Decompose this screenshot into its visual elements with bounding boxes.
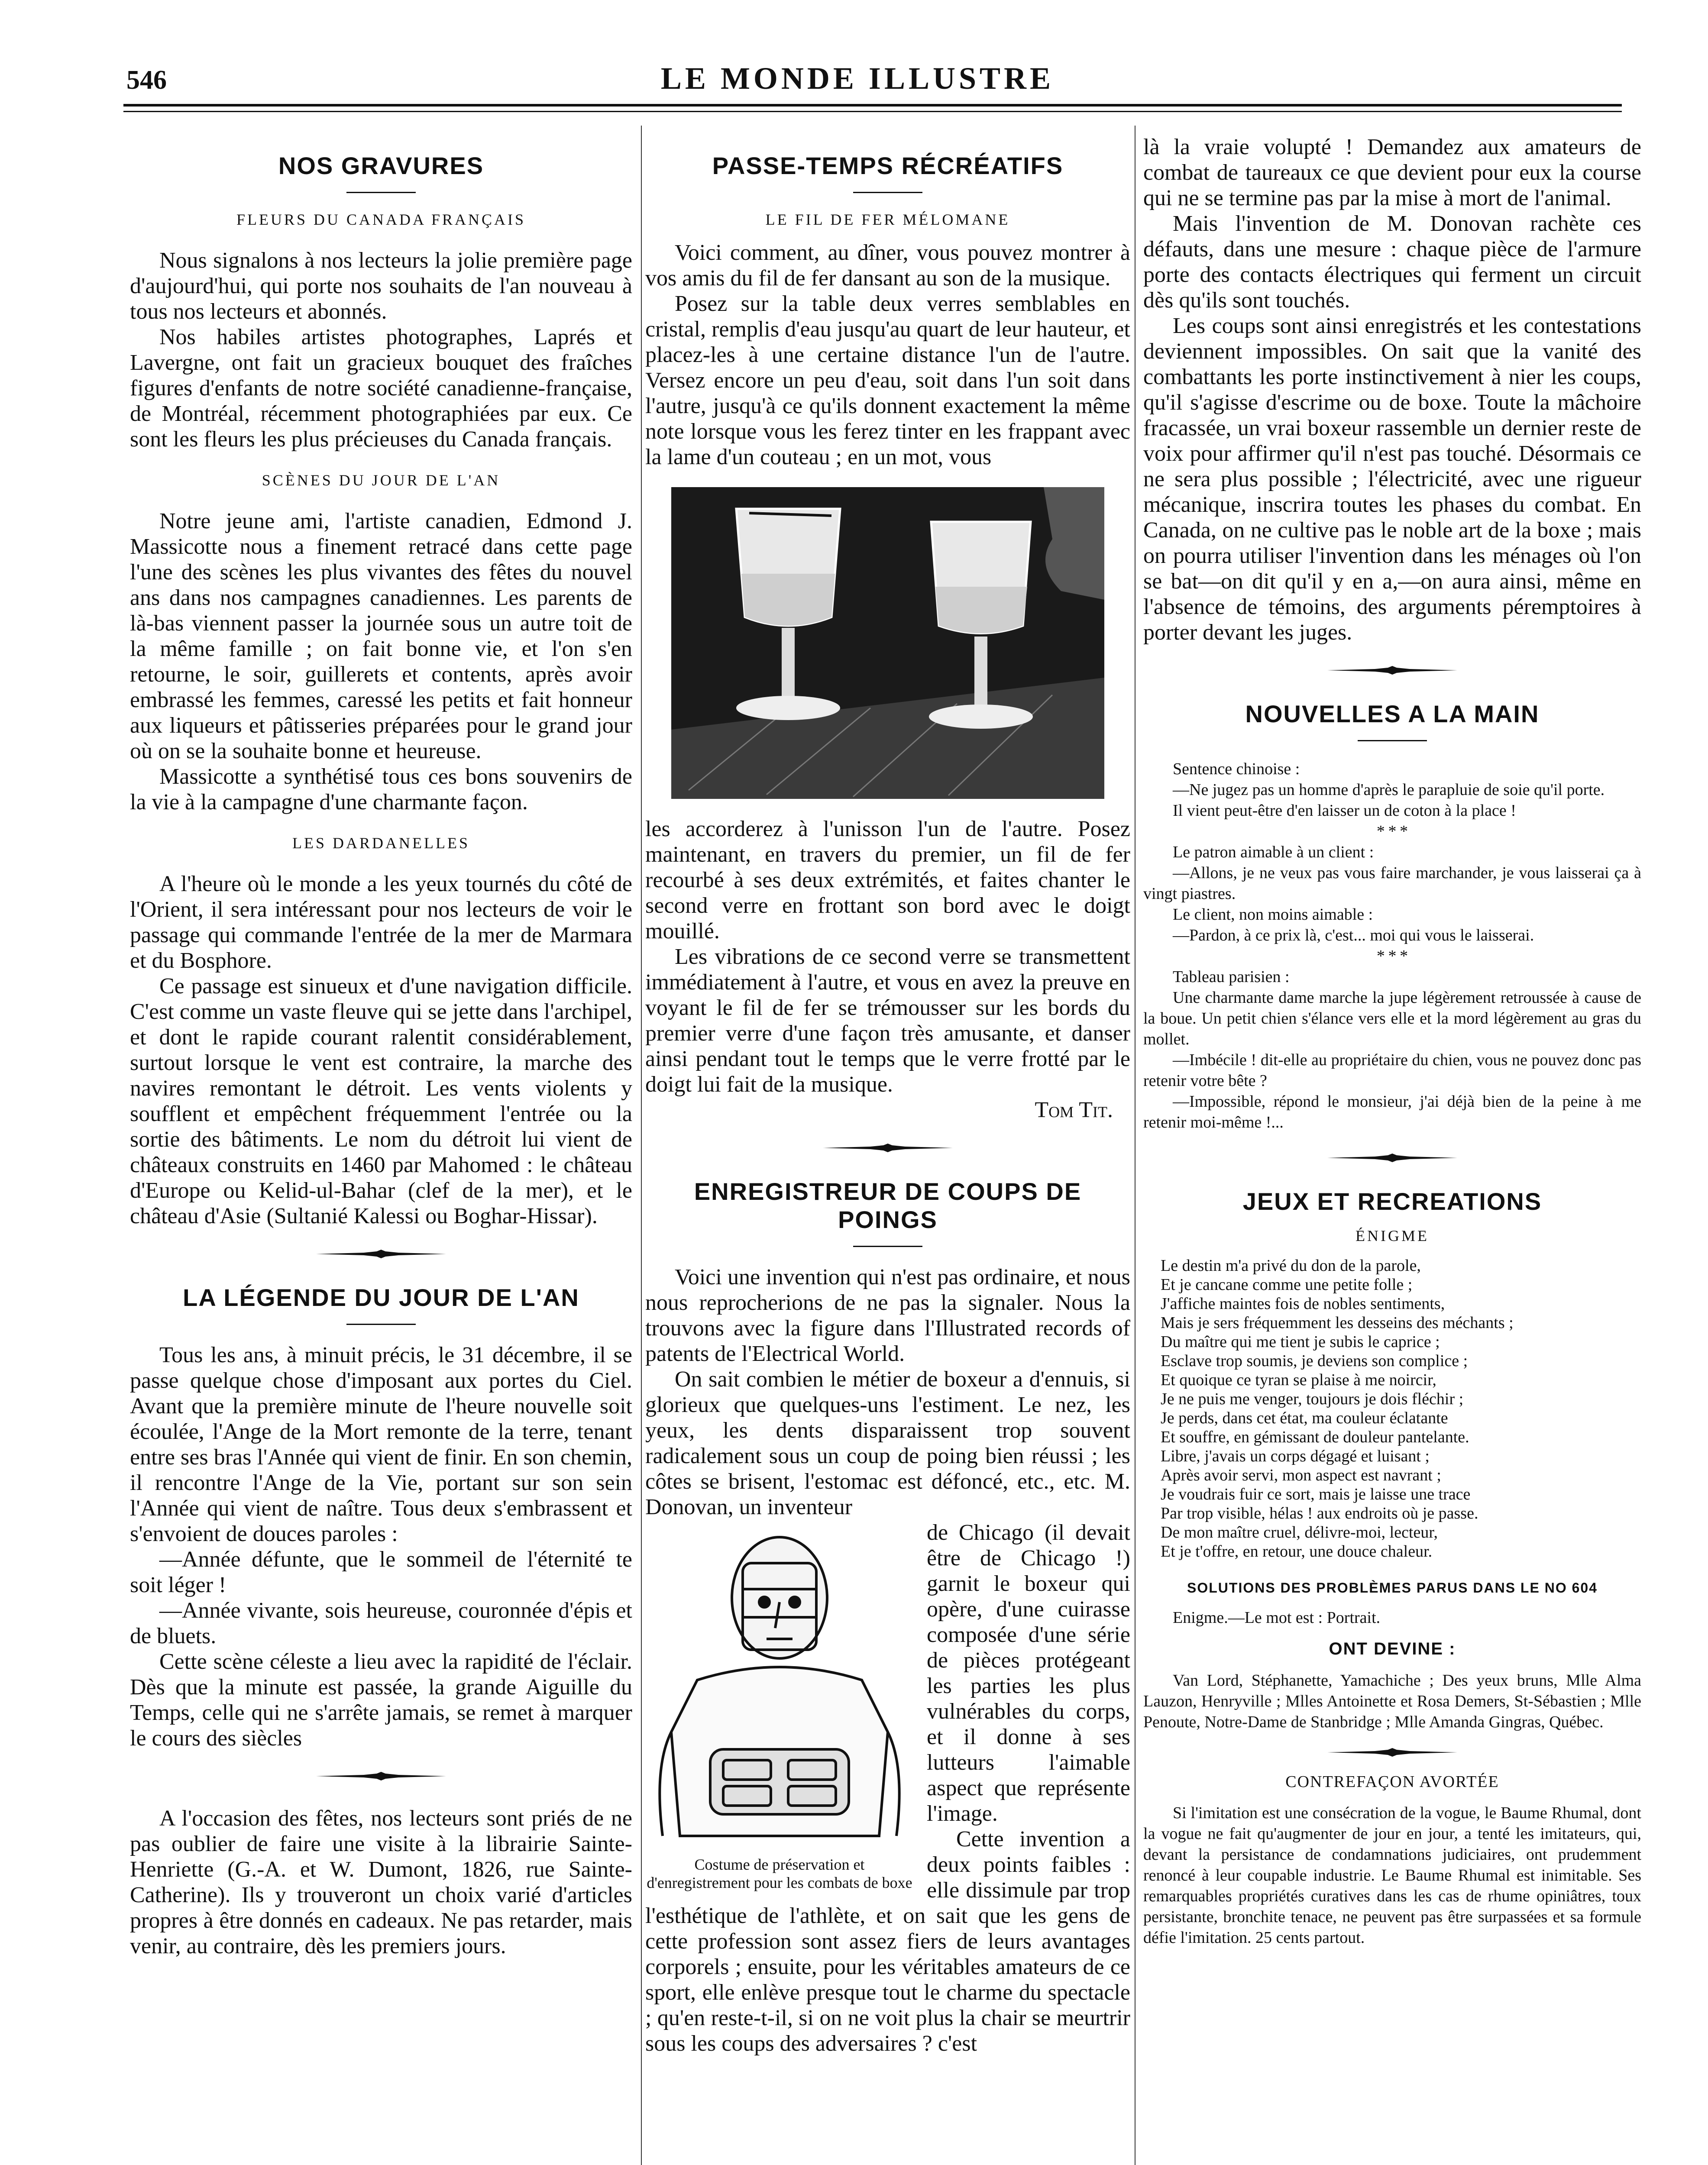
paragraph: Ce passage est sinueux et d'une navigation difficile. C'est comme un vaste fleuve qui se jette dans l'archipel, et dont le rapide courant ralentit considérablement, surtout lorsque le vent est contraire, la marche des navires remontant le détroit. Les vents violents y soufflent et empêchent fréquemment l'entrée ou la sortie des bâtiments. Le nom du détroit lui vient de châteaux construits en 1460 par Mahomed : le château d'Europe ou Kelid-ul-Bahar (clef de la mer), et le château d'Asie (Sultanié Kalessi ou Boghar-Hissar). <box>130 974 632 1228</box>
enigme-verse <box>1143 1256 1641 1561</box>
ornament-divider <box>1327 1154 1457 1162</box>
asterism: * * * <box>1376 822 1408 840</box>
subtitle-fil-de-fer: LE FIL DE FER MÉLOMANE <box>765 211 1010 228</box>
column-3 <box>1143 134 1641 1948</box>
header-rule-thin <box>123 111 1622 112</box>
short-rule <box>346 192 416 193</box>
paragraph: Notre jeune ami, l'artiste canadien, Edmond J. Massicotte nous a finement retracé dans cette page l'une des scènes les plus vivantes des fêtes du nouvel ans dans nos campagnes canadiennes. Les parents de là-bas viennent passer la journée sous un autre toit de la même famille ; on fait bonne vie, et l'on s'en retourne, le soir, guillerets et contents, après avoir embrassé les femmes, caressé les petits et fait honneur aux liqueurs et pâtisseries préparées pour le grand jour où on se la souhaite bonne et heureuse. <box>130 509 632 763</box>
verse-line: Esclave trop soumis, je deviens son complice ; <box>1161 1352 1468 1370</box>
verse-line: Du maître qui me tient je subis le caprice ; <box>1161 1333 1440 1351</box>
subtitle-scenes: SCÈNES DU JOUR DE L'AN <box>262 472 501 489</box>
verse-line: Et je t'offre, en retour, une douce chaleur. <box>1161 1542 1433 1561</box>
verse-line: Et souffre, en gémissant de douleur pantelante. <box>1161 1428 1469 1446</box>
paragraph: —Imbécile ! dit-elle au propriétaire du chien, vous ne pouvez donc pas retenir votre bête ? <box>1143 1051 1641 1090</box>
verse-line: Libre, j'avais un corps dégagé et luisant ; <box>1161 1447 1430 1465</box>
verse-line: Et quoique ce tyran se plaise à me noircir, <box>1161 1371 1436 1389</box>
section-title-nos-gravures: NOS GRAVURES <box>278 152 484 179</box>
boxer-armor-illustration <box>645 1524 914 1853</box>
paragraph: Le patron aimable à un client : <box>1173 843 1374 861</box>
header-rule-thick <box>123 104 1622 107</box>
paragraph: —Année vivante, sois heureuse, couronnée d'épis et de bluets. <box>130 1598 632 1648</box>
section-title-nouvelles: NOUVELLES A LA MAIN <box>1245 700 1540 727</box>
paragraph: Les coups sont ainsi enregistrés et les contestations deviennent impossibles. On sait que la vanité des combattants les porte instinctivement à nier les coups, qu'il s'agisse d'escrime ou de boxe. Toute la mâchoire fracassée, un vrai boxeur rassemble un dernier reste de voix pour affirmer qu'il n'est pas touché. Désormais ce ne sera plus possible ; l'électricité, avec une rigueur mécanique, inscrira toutes les phases du combat. En Canada, on ne cultive pas le noble art de la boxe ; mais on pourra utiliser l'invention dans les ménages où l'on se bat—on dit qu'il y en a,—on aura ainsi, même en l'absence de témoins, des arguments péremptoires à porter devant les juges. <box>1143 313 1641 645</box>
paragraph: Cette invention a deux points faibles : elle dissimule par trop l'esthétique de l'athlète, et on sait que les gens de cette profession sont assez fiers de leurs avantages corporels ; ensuite, pour les véritables amateurs de ce sport, elle enlève presque tout le charme du spectacle ; qu'en reste-t-il, si on ne voit plus la chair se meurtrir sous les coups des adversaires ? c'est <box>645 1827 1130 2056</box>
verse-line: Et je cancane comme une petite folle ; <box>1161 1276 1413 1294</box>
paragraph: Le client, non moins aimable : <box>1173 905 1373 924</box>
ont-devine-title: ONT DEVINE : <box>1329 1639 1456 1658</box>
subtitle-enigme: ÉNIGME <box>1355 1227 1429 1244</box>
short-rule <box>853 1246 922 1247</box>
solutions-title: SOLUTIONS DES PROBLÈMES PARUS DANS LE NO 604 <box>1187 1580 1598 1596</box>
boxer-figure <box>645 1524 914 1892</box>
verse-line: De mon maître cruel, délivre-moi, lecteur, <box>1161 1523 1438 1541</box>
paragraph: Voici comment, au dîner, vous pouvez montrer à vos amis du fil de fer dansant au son de la musique. <box>645 240 1130 291</box>
ornament-divider <box>1327 1748 1457 1757</box>
subtitle-fleurs: FLEURS DU CANADA FRANÇAIS <box>236 211 526 228</box>
boxer-figure-block <box>645 1520 1130 2056</box>
paragraph: —Impossible, répond le monsieur, j'ai déjà bien de la peine à me retenir moi-même !... <box>1143 1092 1641 1131</box>
paragraph: Voici une invention qui n'est pas ordinaire, et nous nous reprocherions de ne pas la signaler. Nous la trouvons avec la figure dans l'Illustrated records of patents de l'Electrical World. <box>645 1265 1130 1366</box>
verse-line: Je voudrais fuir ce sort, mais je laisse une trace <box>1161 1485 1471 1503</box>
signature-tom-tit: Tom Tit. <box>1035 1098 1113 1122</box>
paragraph: Une charmante dame marche la jupe légèrement retroussée à cause de la boue. Un petit chien s'élance vers elle et la mord légèrement au gras du mollet. <box>1143 989 1641 1048</box>
paragraph: A l'heure où le monde a les yeux tournés du côté de l'Orient, il sera intéressant pour nos lecteurs de voir le passage qui commande l'entrée de la mer de Marmara et du Bosphore. <box>130 872 632 973</box>
masthead: LE MONDE ILLUSTRE <box>660 61 1055 96</box>
paragraph: Van Lord, Stéphanette, Yamachiche ; Des yeux bruns, Mlle Alma Lauzon, Henryville ; Mlles Antoinette et Rosa Demers, St-Sébastien ; Mlle Penoute, Notre-Dame de Stanbridge ; Mlle Amanda Gingras, Québec. <box>1143 1671 1641 1731</box>
column-1 <box>130 134 632 1959</box>
verse-line: Mais je sers fréquemment les desseins des méchants ; <box>1161 1314 1514 1332</box>
paragraph: Nos habiles artistes photographes, Laprés et Lavergne, ont fait un gracieux bouquet des fraîches figures d'enfants de notre société canadienne-française, de Montréal, récemment photographiées par eux. Ce sont les fleurs les plus précieuses du Canada français. <box>130 325 632 452</box>
section-title-passe-temps: PASSE-TEMPS RÉCRÉATIFS <box>712 152 1064 179</box>
short-rule <box>853 192 922 193</box>
paragraph: Il vient peut-être d'en laisser un de coton à la place ! <box>1173 801 1516 820</box>
paragraph: Les vibrations de ce second verre se transmettent immédiatement à l'autre, et vous en avez la preuve en voyant le fil de fer se trémousser sur les bords du premier verre d'une façon très amusante, et danser ainsi pendant tout le temps que le verre frotté par le doigt lui fait de la musique. <box>645 944 1130 1097</box>
paragraph: —Allons, je ne veux pas vous faire marchander, je vous laisserai ça à vingt piastres. <box>1143 864 1641 903</box>
paragraph: On sait combien le métier de boxeur a d'ennuis, si glorieux que quelques-uns l'estiment. Le nez, les yeux, les dents disparaissent trop souvent radicalement sous un coup de poing bien réussi ; les côtes se brisent, l'estomac est défoncé, etc., etc. M. Donovan, un inventeur <box>645 1367 1130 1519</box>
ornament-divider <box>823 1144 953 1152</box>
ornament-divider <box>316 1772 446 1780</box>
paragraph: de Chicago (il devait être de Chicago !) garnit le boxeur qui opère, d'une cuirasse composée d'une série de pièces protégeant les parties les plus vulnérables du corps, et il donne à ses lutteurs l'aimable aspect que représente l'image. <box>927 1520 1130 1826</box>
paragraph: les accorderez à l'unisson l'un de l'autre. Posez maintenant, en travers du premier, un fil de fer recourbé à ses deux extrémités, et faites chanter le second verre en frottant son bord avec le doigt mouillé. <box>645 817 1130 944</box>
paragraph: Enigme.—Le mot est : Portrait. <box>1173 1609 1381 1627</box>
boxer-caption: Costume de préservation et d'enregistrement pour les combats de boxe <box>647 1856 912 1891</box>
verse-line: Je ne puis me venger, toujours je dois fléchir ; <box>1161 1390 1464 1408</box>
paragraph: Cette scène céleste a lieu avec la rapidité de l'éclair. Dès que la minute est passée, la grande Aiguille du Temps, celle qui ne s'arrête jamais, se remet à marquer le cours des siècles <box>130 1649 632 1751</box>
page-number: 546 <box>126 65 167 95</box>
paragraph: —Ne jugez pas un homme d'après le parapluie de soie qu'il porte. <box>1173 781 1605 799</box>
ornament-divider <box>1327 666 1457 675</box>
subtitle-contrefacon: CONTREFAÇON AVORTÉE <box>1285 1773 1499 1791</box>
paragraph: Tableau parisien : <box>1173 968 1290 986</box>
section-title-enregistreur: ENREGISTREUR DE COUPS DE POINGS <box>694 1178 1082 1233</box>
column-divider <box>641 126 642 2165</box>
paragraph: —Pardon, à ce prix là, c'est... moi qui vous le laisserai. <box>1173 926 1534 944</box>
verse-line: Après avoir servi, mon aspect est navrant ; <box>1161 1466 1441 1484</box>
wine-glasses-engraving <box>671 487 1104 799</box>
paragraph: Tous les ans, à minuit précis, le 31 décembre, il se passe quelque chose d'imposant aux portes du Ciel. Avant que la première minute de l'heure nouvelle soit écoulée, l'Ange de la Mort remonte de la terre, tenant entre ses bras l'Année qui vient de finir. En son chemin, il rencontre l'Ange de la Vie, portant sur son sein l'Année qui vient de naître. Tous deux s'embrassent et s'envoient de douces paroles : <box>130 1343 632 1546</box>
short-rule <box>1358 740 1427 741</box>
verse-line: Le destin m'a privé du don de la parole, <box>1161 1257 1421 1275</box>
paragraph: Massicotte a synthétisé tous ces bons souvenirs de la vie à la campagne d'une charmante façon. <box>130 764 632 814</box>
paragraph: Nous signalons à nos lecteurs la jolie première page d'aujourd'hui, qui porte nos souhaits de l'an nouveau à tous nos lecteurs et abonnés. <box>130 248 632 324</box>
short-rule <box>346 1324 416 1325</box>
verse-line: Je perds, dans cet état, ma couleur éclatante <box>1161 1409 1448 1427</box>
verse-line: J'affiche maintes fois de nobles sentiments, <box>1161 1295 1445 1313</box>
paragraph: A l'occasion des fêtes, nos lecteurs sont priés de ne pas oublier de faire une visite à la librairie Sainte-Henriette (G.-A. et W. Dumont, 1826, rue Sainte-Catherine). Ils y trouveront un choix varié d'articles propres à être donnés en cadeaux. Ne pas retarder, mais venir, au contraire, dès les premiers jours. <box>130 1806 632 1958</box>
section-title-legende: LA LÉGENDE DU JOUR DE L'AN <box>183 1284 579 1311</box>
paragraph: Si l'imitation est une consécration de la vogue, le Baume Rhumal, dont la vogue ne fait qu'augmenter de jour en jour, a tenté les imitateurs, qui, devant la persistance de condamnations judiciaires, ont prudemment renoncé à leur coupable industrie. Le Baume Rhumal est inimitable. Ses remarquables propriétés curatives dans les cas de rhume opiniâtres, toux persistante, bronchite tenace, ne peuvent pas être surpassées et sa formule défie l'imitation. 25 cents partout. <box>1143 1804 1641 1947</box>
paragraph: Sentence chinoise : <box>1173 760 1300 778</box>
section-title-jeux: JEUX ET RECREATIONS <box>1242 1188 1542 1215</box>
paragraph: Mais l'invention de M. Donovan rachète ces défauts, dans une mesure : chaque pièce de l'armure porte des contacts électriques qui ferment un circuit dès qu'ils sont touchés. <box>1143 211 1641 313</box>
paragraph: Posez sur la table deux verres semblables en cristal, remplis d'eau jusqu'au quart de leur hauteur, et placez-les à une certaine distance l'un de l'autre. Versez encore un peu d'eau, soit dans l'un soit dans l'autre, jusqu'à ce qu'ils donnent exactement la même note lorsque vous les ferez tinter en les frappant avec la lame d'un couteau ; en un mot, vous <box>645 291 1130 469</box>
paragraph: —Année défunte, que le sommeil de l'éternité te soit léger ! <box>130 1547 632 1597</box>
subtitle-dardanelles: LES DARDANELLES <box>292 834 470 852</box>
verse-line: Par trop visible, hélas ! aux endroits où je passe. <box>1161 1504 1478 1522</box>
column-2 <box>645 134 1130 2056</box>
paragraph: là la vraie volupté ! Demandez aux amateurs de combat de taureaux ce que devient pour eux la course qui ne se termine pas par la mise à mort de l'animal. <box>1143 135 1641 210</box>
asterism: * * * <box>1376 947 1408 965</box>
ornament-divider <box>316 1250 446 1258</box>
